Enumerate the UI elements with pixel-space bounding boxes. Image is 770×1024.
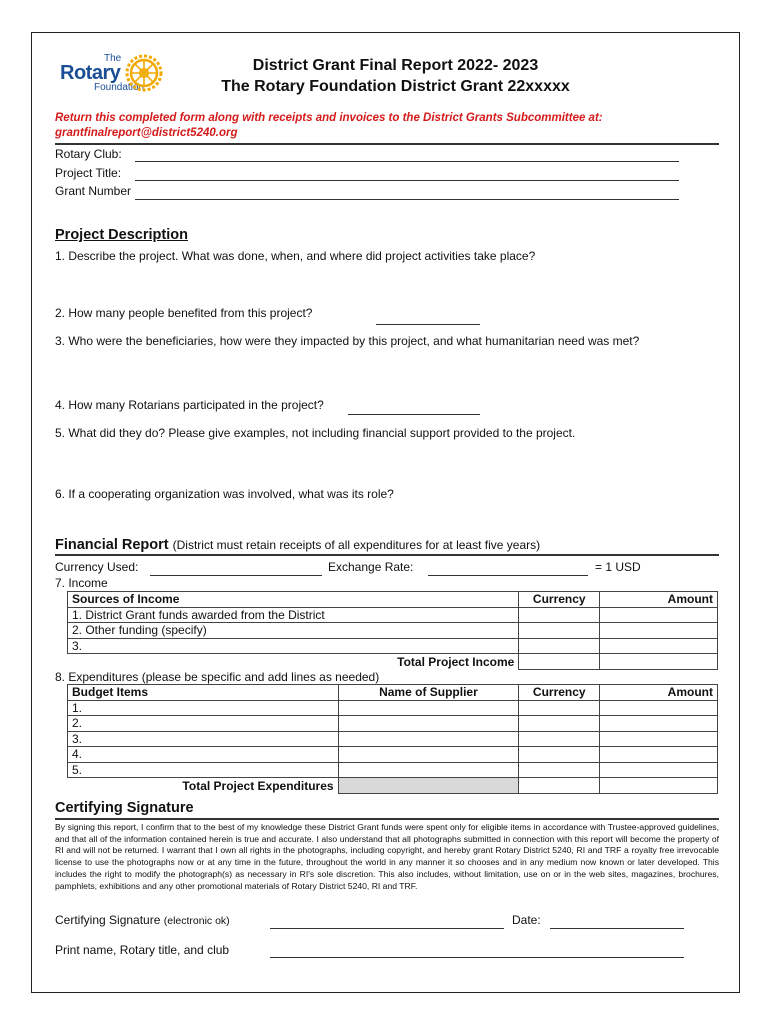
currency-used-label: Currency Used: <box>55 560 139 574</box>
report-title: District Grant Final Report 2022- 2023 <box>252 57 539 74</box>
table-row <box>68 731 718 747</box>
table-row <box>68 607 718 623</box>
project-title-label: Project Title: <box>55 166 122 180</box>
date-field[interactable] <box>550 928 684 929</box>
question-5: 5. What did they do? Please give examples, not including financial support provided to the project. <box>55 426 576 440</box>
amount-cell[interactable] <box>600 716 718 732</box>
currency-cell[interactable] <box>519 716 600 732</box>
total-amount-cell[interactable] <box>600 654 718 670</box>
question-4: 4. How many Rotarians participated in the project? <box>55 398 324 412</box>
total-currency-cell[interactable] <box>519 654 600 670</box>
financial-heading-note: (District must retain receipts of all expenditures for at least five years) <box>172 538 541 552</box>
amount-cell[interactable] <box>600 747 718 763</box>
total-amount-cell[interactable] <box>600 778 718 794</box>
table-row <box>68 747 718 763</box>
financial-heading-text: Financial Report <box>55 537 169 553</box>
budget-item[interactable]: 1. <box>68 700 339 716</box>
table-row <box>68 700 718 716</box>
column-header: Currency <box>519 592 600 608</box>
budget-item[interactable]: 4. <box>68 747 339 763</box>
amount-cell[interactable] <box>600 607 718 623</box>
column-header: Budget Items <box>68 685 339 701</box>
currency-cell[interactable] <box>519 623 600 639</box>
print-name-field[interactable] <box>270 957 684 958</box>
project-description-heading: Project Description <box>55 227 188 243</box>
grant-number-field[interactable] <box>135 199 679 200</box>
income-source: 2. Other funding (specify) <box>68 623 519 639</box>
divider <box>55 143 719 145</box>
signature-label-note: (electronic ok) <box>163 915 230 927</box>
currency-cell[interactable] <box>519 607 600 623</box>
budget-item[interactable]: 5. <box>68 762 339 778</box>
total-supplier-cell <box>338 778 519 794</box>
usd-label: = 1 USD <box>595 560 641 574</box>
signature-field[interactable] <box>270 928 504 929</box>
total-row <box>68 778 718 794</box>
signature-label-text: Certifying Signature <box>55 913 161 927</box>
amount-cell[interactable] <box>600 731 718 747</box>
supplier-cell[interactable] <box>338 731 519 747</box>
budget-item[interactable]: 3. <box>68 731 339 747</box>
column-header: Amount <box>600 592 718 608</box>
currency-cell[interactable] <box>519 731 600 747</box>
question-3: 3. Who were the beneficiaries, how were they impacted by this project, and what humanitarian need was met? <box>55 334 640 348</box>
currency-cell[interactable] <box>519 700 600 716</box>
amount-cell[interactable] <box>600 638 718 654</box>
amount-cell[interactable] <box>600 700 718 716</box>
income-source: 3. <box>68 638 519 654</box>
divider <box>55 818 719 820</box>
rotarians-count-field[interactable] <box>348 414 480 415</box>
total-currency-cell[interactable] <box>519 778 600 794</box>
table-row <box>68 762 718 778</box>
supplier-cell[interactable] <box>338 716 519 732</box>
table-header-row <box>68 685 718 701</box>
divider <box>55 554 719 556</box>
supplier-cell[interactable] <box>338 747 519 763</box>
total-expenditures-label: Total Project Expenditures <box>182 778 334 793</box>
logo-foundation: Foundation <box>94 82 145 93</box>
report-subtitle: The Rotary Foundation District Grant 22xxxxx <box>221 78 570 95</box>
column-header: Currency <box>519 685 600 701</box>
financial-report-heading <box>55 537 540 553</box>
table-header-row <box>68 592 718 608</box>
expenditures-label: 8. Expenditures (please be specific and add lines as needed) <box>55 670 380 684</box>
table-row <box>68 638 718 654</box>
total-income-label: Total Project Income <box>397 654 515 669</box>
logo-the: The <box>104 53 122 64</box>
rotary-club-label: Rotary Club: <box>55 147 122 161</box>
instructions-email: grantfinalreport@district5240.org <box>55 127 238 139</box>
people-benefited-field[interactable] <box>376 324 480 325</box>
rotary-club-field[interactable] <box>135 161 679 162</box>
grant-number-label: Grant Number <box>55 184 132 198</box>
amount-cell[interactable] <box>600 623 718 639</box>
exchange-rate-field[interactable] <box>428 575 588 576</box>
certifying-signature-heading: Certifying Signature <box>55 800 194 816</box>
project-title-field[interactable] <box>135 180 679 181</box>
instructions-text: Return this completed form along with receipts and invoices to the District Grants Subcommittee at: <box>55 112 603 124</box>
logo-rotary: Rotary <box>60 62 121 84</box>
income-table <box>67 591 718 670</box>
date-label: Date: <box>512 913 541 927</box>
column-header: Name of Supplier <box>338 685 519 701</box>
income-label: 7. Income <box>55 576 108 590</box>
column-header: Amount <box>600 685 718 701</box>
print-name-label: Print name, Rotary title, and club <box>55 943 230 957</box>
table-row <box>68 623 718 639</box>
total-row <box>68 654 718 670</box>
column-header: Sources of Income <box>68 592 519 608</box>
signature-label <box>55 913 230 927</box>
currency-cell[interactable] <box>519 747 600 763</box>
currency-used-field[interactable] <box>150 575 322 576</box>
question-2: 2. How many people benefited from this project? <box>55 306 313 320</box>
question-6: 6. If a cooperating organization was involved, what was its role? <box>55 487 394 501</box>
question-1: 1. Describe the project. What was done, when, and where did project activities take place? <box>55 249 536 263</box>
expenditures-table <box>67 684 718 794</box>
exchange-rate-label: Exchange Rate: <box>328 560 414 574</box>
table-row <box>68 716 718 732</box>
budget-item[interactable]: 2. <box>68 716 339 732</box>
currency-cell[interactable] <box>519 638 600 654</box>
certification-statement: By signing this report, I confirm that to the best of my knowledge these District Grant funds were spent only for eligible items in accordance with Trustee-approved guidelines, and that all of the information contained herein is true and accurate. I also understand that all photographs submitted in connection with this report will become the property of RI and will not be returned. I warrant that I own all rights in the photographs, including copyright, and hereby grant Rotary District 5240, RI and TRF a royalty free irrevocable license to use the photographs now or at any time in the future, throughout the world in any manner it so chooses and in any medium now known or later developed. This includes the right to modify the photograph(s) as necessary in RI's sole discretion. This also includes, without limitation, use on or in the web sites, magazines, brochures, pamphlets, exhibitions and any other promotional materials of Rotary District 5240, RI and TRF. <box>55 822 719 891</box>
supplier-cell[interactable] <box>338 762 519 778</box>
supplier-cell[interactable] <box>338 700 519 716</box>
amount-cell[interactable] <box>600 762 718 778</box>
report-form <box>31 32 740 993</box>
income-source: 1. District Grant funds awarded from the District <box>68 607 519 623</box>
currency-cell[interactable] <box>519 762 600 778</box>
